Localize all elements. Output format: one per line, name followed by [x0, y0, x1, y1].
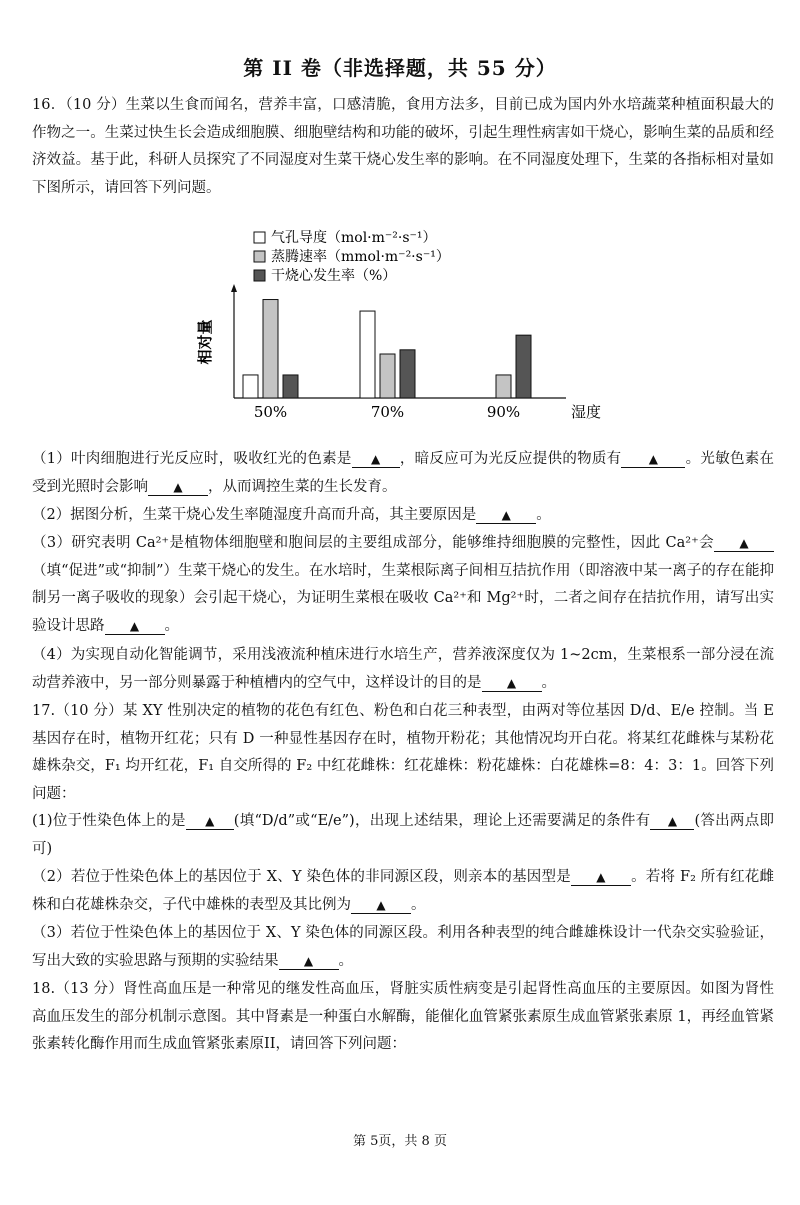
bar-50pct-series-2 [283, 375, 298, 398]
bar-90pct-series-2 [516, 335, 531, 398]
y-axis-label: 相对量 [196, 319, 214, 365]
q16-p3-text-a: （3）研究表明 Ca²⁺是植物体细胞壁和胞间层的主要组成部分，能够维持细胞膜的完整性，因此 Ca²⁺会 [32, 535, 714, 551]
answer-blank[interactable]: ▲ [279, 953, 339, 970]
q16-part2 [32, 502, 774, 530]
y-axis-arrow [231, 284, 237, 292]
bar-70pct-series-2 [400, 350, 415, 398]
q16-part3 [32, 530, 774, 640]
q16-p4-text-a: （4）为实现自动化智能调节，采用浅液流种植床进行水培生产，营养液深度仅为 1~2cm，生菜根系一部分浸在流动营养液中，另一部分则暴露于种植槽内的空气中，这样设计的目的是 [32, 647, 774, 691]
q16-p1-text-b: ，暗反应可为光反应提供的物质有 [399, 451, 622, 467]
x-tick-label: 50% [253, 403, 288, 421]
q16-p2-text-b: 。 [536, 507, 551, 523]
answer-blank[interactable]: ▲ [621, 451, 685, 468]
q16-part1 [32, 446, 774, 501]
answer-blank[interactable]: ▲ [650, 813, 694, 830]
humidity-bar-chart [188, 222, 608, 432]
answer-blank[interactable]: ▲ [482, 675, 542, 692]
answer-blank[interactable]: ▲ [714, 535, 774, 552]
q17-part1 [32, 808, 774, 863]
x-tick-label: 70% [370, 403, 405, 421]
bar-90pct-series-1 [496, 375, 511, 398]
legend-label-tipburn: 干烧心发生率（%） [271, 268, 397, 284]
legend-swatch-stomatal [254, 232, 265, 243]
x-tick-label: 90% [486, 403, 521, 421]
q16-p1-text-d: ，从而调控生菜的生长发育。 [208, 478, 397, 495]
q17-p2-text-a: （2）若位于性染色体上的基因位于 X、Y 染色体的非同源区段，则亲本的基因型是 [32, 869, 571, 885]
q16-p3-text-b: （填“促进”或“抑制”）生菜干烧心的发生。在水培时，生菜根际离子间相互拮抗作用（即溶液中某一离子的存在能抑制另一离子吸收的现象）会引起干烧心，为证明生菜根在吸收 Ca²⁺和 Mg²⁺时，二者之间存在拮抗作用，请写出实验设计思路 [32, 562, 774, 634]
legend-swatch-transpiration [254, 251, 265, 262]
bar-50pct-series-1 [263, 300, 278, 398]
q17-p1-text-b: (填“D/d”或“E/e”)，出现上述结果，理论上还需要满足的条件有 [233, 813, 651, 829]
q17-p2-text-c: 。 [411, 896, 426, 913]
bar-70pct-series-1 [380, 354, 395, 398]
q16-intro: 16．（10 分）生菜以生食而闻名，营养丰富，口感清脆，食用方法多，目前已成为国内外水培蔬菜种植面积最大的作物之一。生菜过快生长会造成细胞膜、细胞壁结构和功能的破坏，引起生理性病害如干烧心，影响生菜的品质和经济效益。基于此，科研人员探究了不同湿度对生菜干烧心发生率的影响。在不同湿度处理下，生菜的各指标相对量如下图所示，请回答下列问题。 [32, 97, 774, 196]
answer-blank[interactable]: ▲ [352, 451, 400, 468]
legend-label-stomatal: 气孔导度（mol·m⁻²·s⁻¹） [271, 230, 437, 246]
answer-blank[interactable]: ▲ [186, 813, 234, 830]
q17-p3-text-b: 。 [338, 952, 353, 969]
answer-blank[interactable]: ▲ [105, 618, 165, 635]
legend-swatch-tipburn [254, 270, 265, 281]
q17-part3 [32, 920, 774, 975]
chart-bars [243, 300, 531, 398]
q17-p3-text-a: （3）若位于性染色体上的基因位于 X、Y 染色体的同源区段。利用各种表型的纯合雌雄株设计一代杂交实验验证，写出大致的实验思路与预期的实验结果 [32, 925, 774, 969]
q16-p3-text-c: 。 [164, 617, 179, 634]
bar-50pct-series-0 [243, 375, 258, 398]
q16-p1-text-a: （1）叶肉细胞进行光反应时，吸收红光的色素是 [32, 451, 352, 467]
answer-blank[interactable]: ▲ [476, 507, 536, 524]
q17-intro: 17.（10 分）某 XY 性别决定的植物的花色有红色、粉色和白花三种表型，由两对等位基因 D/d、E/e 控制。当 E 基因存在时，植物开红花；只有 D 一种显性基因存在时，植物开粉花；其他情况均开白花。将某红花雌株与某粉花雄株杂交，F₁ 均开红花，F₁ 自交所得的 F₂ 中红花雌株：红花雄株：粉花雄株：白花雄株=8：4：3：1。回答下列问题： [32, 703, 774, 802]
q17-p1-text-a: (1)位于性染色体上的是 [32, 813, 186, 829]
legend-label-transpiration: 蒸腾速率（mmol·m⁻²·s⁻¹） [271, 249, 450, 265]
q17-p1-text-c: (答出两点即可) [32, 813, 774, 857]
answer-blank[interactable]: ▲ [148, 479, 208, 496]
q17-part2 [32, 864, 774, 919]
answer-blank[interactable]: ▲ [351, 897, 411, 914]
chart-x-ticks [254, 403, 520, 421]
q16-p1-text-c: 。光敏色素在受到光照时会影响 [32, 451, 774, 495]
section-title: 第 II 卷（非选择题，共 55 分） [243, 56, 557, 80]
answer-blank[interactable]: ▲ [571, 869, 631, 886]
q16-p4-text-b: 。 [541, 674, 556, 691]
chart-legend [254, 229, 450, 284]
bar-70pct-series-0 [360, 311, 375, 398]
q18-intro: 18.（13 分）肾性高血压是一种常见的继发性高血压，肾脏实质性病变是引起肾性高血压的主要原因。如图为肾性高血压发生的部分机制示意图。其中肾素是一种蛋白水解酶，能催化血管紧张素原生成血管紧张素原 1，再经血管紧张素转化酶作用而生成血管紧张素原II，请回答下列问题： [32, 981, 774, 1053]
q16-part4 [32, 642, 774, 697]
page-footer: 第 5页，共 8 页 [353, 1134, 447, 1149]
q16-p2-text-a: （2）据图分析，生菜干烧心发生率随湿度升高而升高，其主要原因是 [32, 507, 477, 523]
q17-p2-text-b: 。若将 F₂ 所有红花雌株和白花雄株杂交，子代中雄株的表型及其比例为 [32, 869, 774, 913]
x-axis-label: 湿度 [570, 403, 602, 421]
